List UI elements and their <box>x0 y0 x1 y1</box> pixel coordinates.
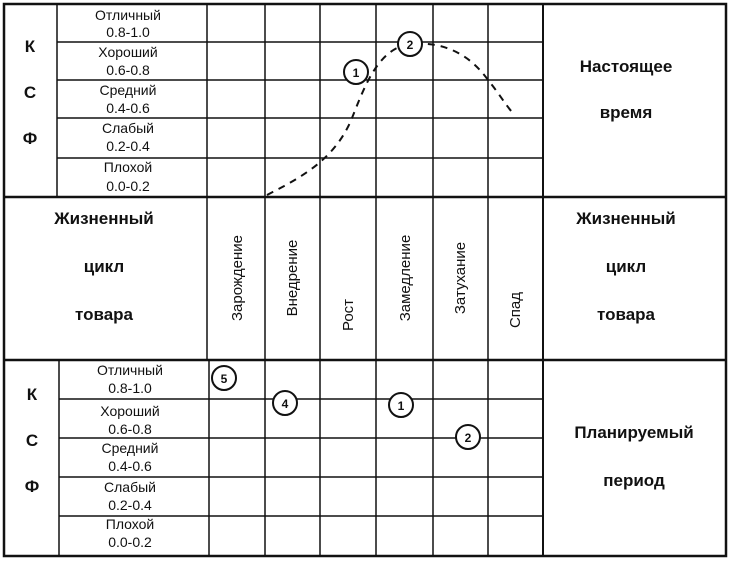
top-level-2-range: 0.6-0.8 <box>106 62 150 78</box>
top-ksf-letter-f: Ф <box>22 129 38 148</box>
stage-label-rost: Рост <box>340 298 357 332</box>
middle-left-label-line-3: товара <box>74 305 134 324</box>
bottom-right-label-line-1: Планируемый <box>574 423 694 442</box>
svg-text:5: 5 <box>220 372 228 386</box>
bottom-level-3-name: Средний <box>101 440 159 456</box>
top-ksf-letter-s: С <box>23 83 37 102</box>
bottom-marker-2 <box>456 425 480 449</box>
bottom-level-2-name: Хороший <box>100 403 160 419</box>
bottom-ksf-letter-s: С <box>25 431 39 450</box>
top-right-label-line-1: Настоящее <box>579 57 673 76</box>
life-cycle-curve <box>267 44 512 195</box>
svg-text:1: 1 <box>352 66 360 80</box>
bottom-level-3-range: 0.4-0.6 <box>108 458 152 474</box>
stage-label-zarozhdenie: Зарождение <box>229 234 246 322</box>
top-marker-2 <box>398 32 422 56</box>
top-level-5-name: Плохой <box>103 159 153 175</box>
top-level-4-name: Слабый <box>102 120 154 136</box>
bottom-level-4-range: 0.2-0.4 <box>108 497 152 513</box>
top-level-2-name: Хороший <box>98 44 158 60</box>
bottom-marker-4 <box>273 391 297 415</box>
bottom-level-5-name: Плохой <box>105 516 155 532</box>
middle-left-label-line-1: Жизненный <box>54 209 154 228</box>
middle-right-label-line-2: цикл <box>605 257 647 276</box>
bottom-level-4-name: Слабый <box>104 479 156 495</box>
svg-text:1: 1 <box>397 399 405 413</box>
svg-text:2: 2 <box>406 38 414 52</box>
bottom-ksf-letter-f: Ф <box>24 477 40 496</box>
svg-text:2: 2 <box>464 431 472 445</box>
middle-right-label-line-1: Жизненный <box>576 209 676 228</box>
bottom-ksf-letter-k: К <box>26 385 38 404</box>
top-level-1-name: Отличный <box>95 7 161 23</box>
top-level-1-range: 0.8-1.0 <box>106 24 150 40</box>
middle-grid <box>207 197 543 360</box>
svg-text:4: 4 <box>281 397 289 411</box>
bottom-level-2-range: 0.6-0.8 <box>108 421 152 437</box>
bottom-right-label-line-2: период <box>603 471 665 490</box>
bottom-level-1-name: Отличный <box>97 362 163 378</box>
top-right-label-line-2: время <box>599 103 653 122</box>
stage-label-spad: Спад <box>507 291 524 329</box>
top-ksf-letter-k: К <box>24 37 36 56</box>
top-level-3-name: Средний <box>99 82 157 98</box>
bottom-marker-1 <box>389 393 413 417</box>
top-level-3-range: 0.4-0.6 <box>106 100 150 116</box>
bottom-level-5-range: 0.0-0.2 <box>108 534 152 550</box>
bottom-marker-5 <box>212 366 236 390</box>
middle-left-label-line-2: цикл <box>83 257 125 276</box>
top-marker-1 <box>344 60 368 84</box>
top-level-4-range: 0.2-0.4 <box>106 138 150 154</box>
stage-label-zamedlenie: Замедление <box>397 234 414 322</box>
stage-label-vnedrenie: Внедрение <box>284 239 301 317</box>
middle-right-label-line-3: товара <box>596 305 656 324</box>
bottom-level-1-range: 0.8-1.0 <box>108 380 152 396</box>
top-level-5-range: 0.0-0.2 <box>106 178 150 194</box>
stage-label-zatukhanie: Затухание <box>452 241 469 315</box>
